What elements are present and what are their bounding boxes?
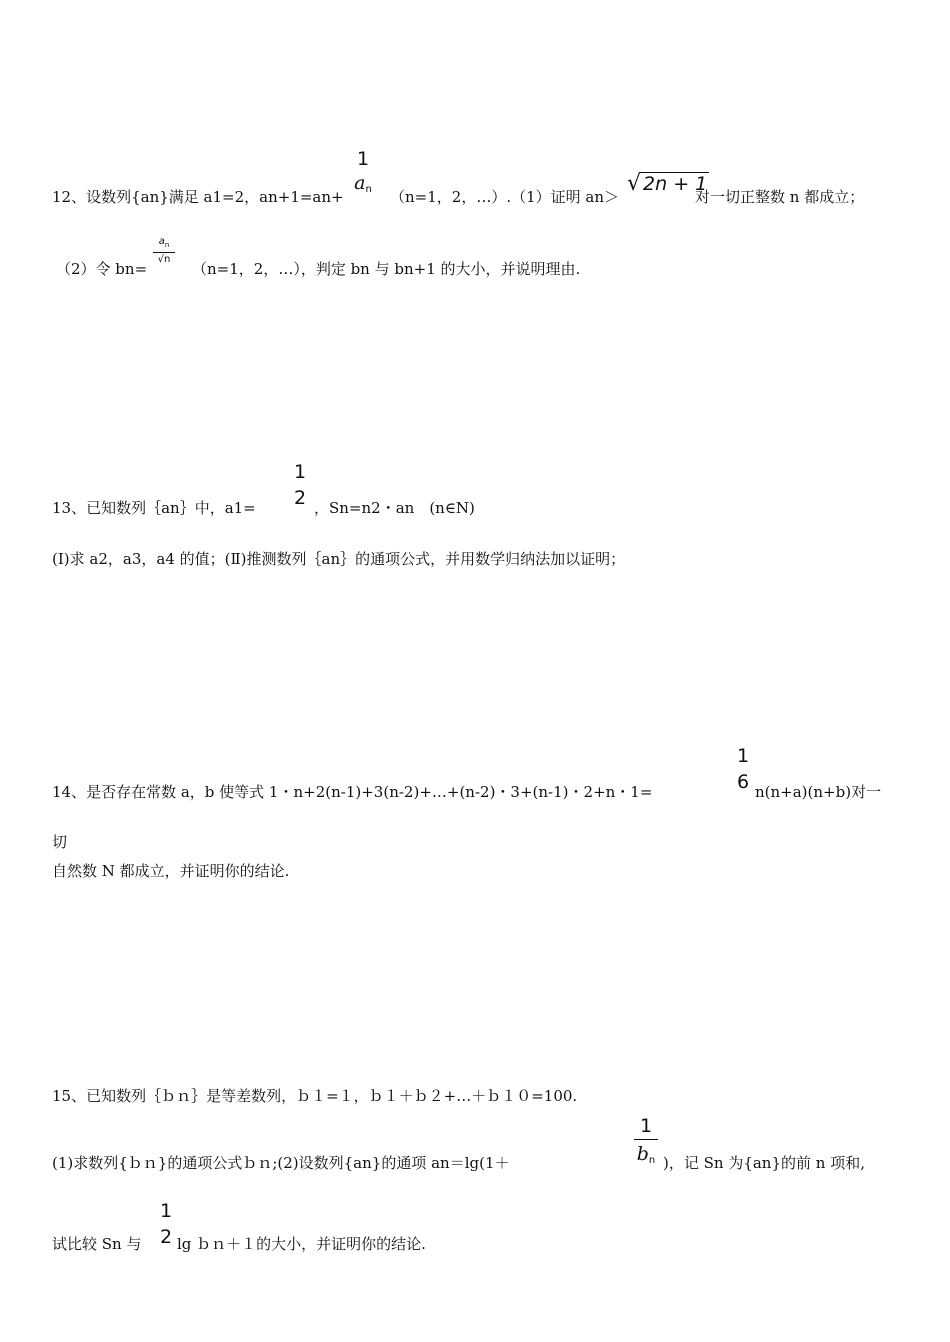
q15-fraction-one-half: 1 2 xyxy=(159,1200,173,1248)
q12-line-1b: （n=1，2，…）.（1）证明 an＞ xyxy=(390,188,619,206)
q15-line-2a: (1)求数列{ｂｎ}的通项公式ｂｎ;(2)设数列{an}的通项 an＝lg(1＋ xyxy=(52,1154,510,1172)
q12-fraction-an-over-sqrt-n: $a_n$ √n xyxy=(153,236,175,265)
q15-line-1: 15、已知数列｛ｂｎ｝是等差数列，ｂ１=１，ｂ１＋ｂ２+…＋ｂ１０=100. xyxy=(52,1087,578,1105)
q13-line-2: (Ⅰ)求 a2，a3，a4 的值；(Ⅱ)推测数列｛an｝的通项公式，并用数学归纳法加以证明； xyxy=(52,550,626,568)
q13-fraction-one-half: 1 2 xyxy=(293,461,307,509)
q15-line-3b: lg ｂｎ＋１的大小，并证明你的结论. xyxy=(177,1235,426,1253)
q15-fraction-1-over-bn: 1 $b_n$ xyxy=(634,1115,658,1172)
q12-frac-numerator: 1 xyxy=(356,148,370,170)
q14-line-1b: n(n+a)(n+b)对一 xyxy=(755,783,882,801)
q15-line-2b: )，记 Sn 为{an}的前 n 项和, xyxy=(663,1154,865,1172)
q12-frac-denominator: $a_n$ xyxy=(354,172,372,195)
q14-line-2: 切 xyxy=(52,833,68,851)
q12-fraction-1-over-an xyxy=(350,148,376,201)
q13-line-1b: ，Sn=n2・an (n∈N) xyxy=(314,499,475,517)
q12-line-2a: （2）令 bn= xyxy=(56,260,148,278)
q12-sqrt-expression: √ 2n + 1 xyxy=(627,171,708,196)
q14-line-3: 自然数 N 都成立，并证明你的结论. xyxy=(52,862,290,880)
q12-text-1a: 12、设数列{an}满足 a1=2，an+1=an+ xyxy=(52,188,344,206)
q15-line-3a: 试比较 Sn 与 xyxy=(52,1235,142,1253)
q12-line-1c: 对一切正整数 n 都成立； xyxy=(695,188,865,206)
q14-line-1a: 14、是否存在常数 a，b 使等式 1・n+2(n-1)+3(n-2)+…+(n-2)・3+(n-1)・2+n・1= xyxy=(52,783,653,801)
q12-line-2b: （n=1，2，…），判定 bn 与 bn+1 的大小，并说明理由. xyxy=(192,260,581,278)
q14-fraction-one-sixth: 1 6 xyxy=(736,745,750,793)
q12-line-1 xyxy=(52,187,344,207)
q13-line-1a: 13、已知数列｛an｝中，a1= xyxy=(52,499,256,517)
